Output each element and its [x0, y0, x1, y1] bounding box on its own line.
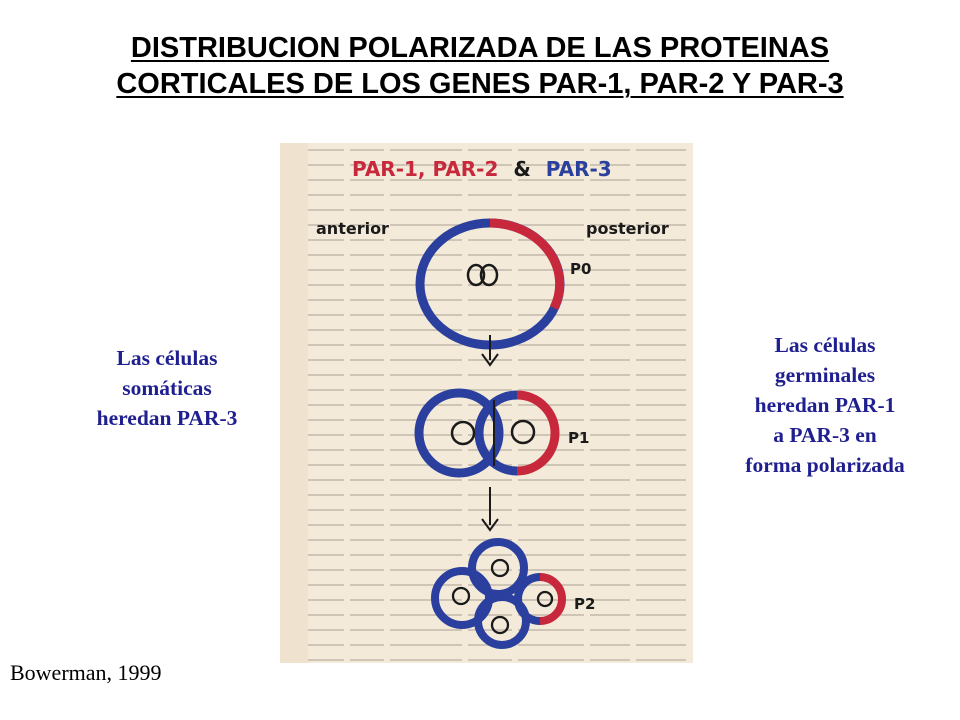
- left-margin-shade: [280, 143, 308, 663]
- par-distribution-figure: [280, 143, 693, 663]
- p1-label: P1: [568, 429, 590, 447]
- somatic-note-line-1: Las células: [116, 346, 218, 370]
- slide-title: [0, 30, 960, 102]
- somatic-cells-note: [42, 343, 292, 433]
- p0-label: P0: [570, 260, 592, 278]
- germ-note-line-5: forma polarizada: [745, 453, 905, 477]
- germ-note-line-1: Las células: [774, 333, 876, 357]
- embryo-diagram: [280, 143, 693, 663]
- germ-note-line-2: germinales: [774, 363, 876, 387]
- title-line-1: DISTRIBUCION POLARIZADA DE LAS PROTEINAS: [130, 32, 830, 64]
- somatic-note-line-3: heredan PAR-3: [96, 406, 238, 430]
- posterior-label: posterior: [586, 219, 669, 238]
- anterior-label: anterior: [316, 219, 389, 238]
- title-line-2: CORTICALES DE LOS GENES PAR-1, PAR-2 Y PAR-3: [116, 68, 844, 100]
- germ-cells-note: [700, 330, 950, 480]
- citation: Bowerman, 1999: [10, 660, 162, 685]
- figure-heading: [352, 157, 612, 181]
- somatic-note-line-2: somáticas: [122, 376, 212, 400]
- heading-par1-par2: PAR-1, PAR-2: [352, 157, 499, 181]
- p2-label: P2: [574, 595, 596, 613]
- heading-par3: PAR-3: [545, 157, 612, 181]
- heading-ampersand: &: [513, 157, 531, 181]
- germ-note-line-3: heredan PAR-1: [754, 393, 896, 417]
- germ-note-line-4: a PAR-3 en: [773, 423, 877, 447]
